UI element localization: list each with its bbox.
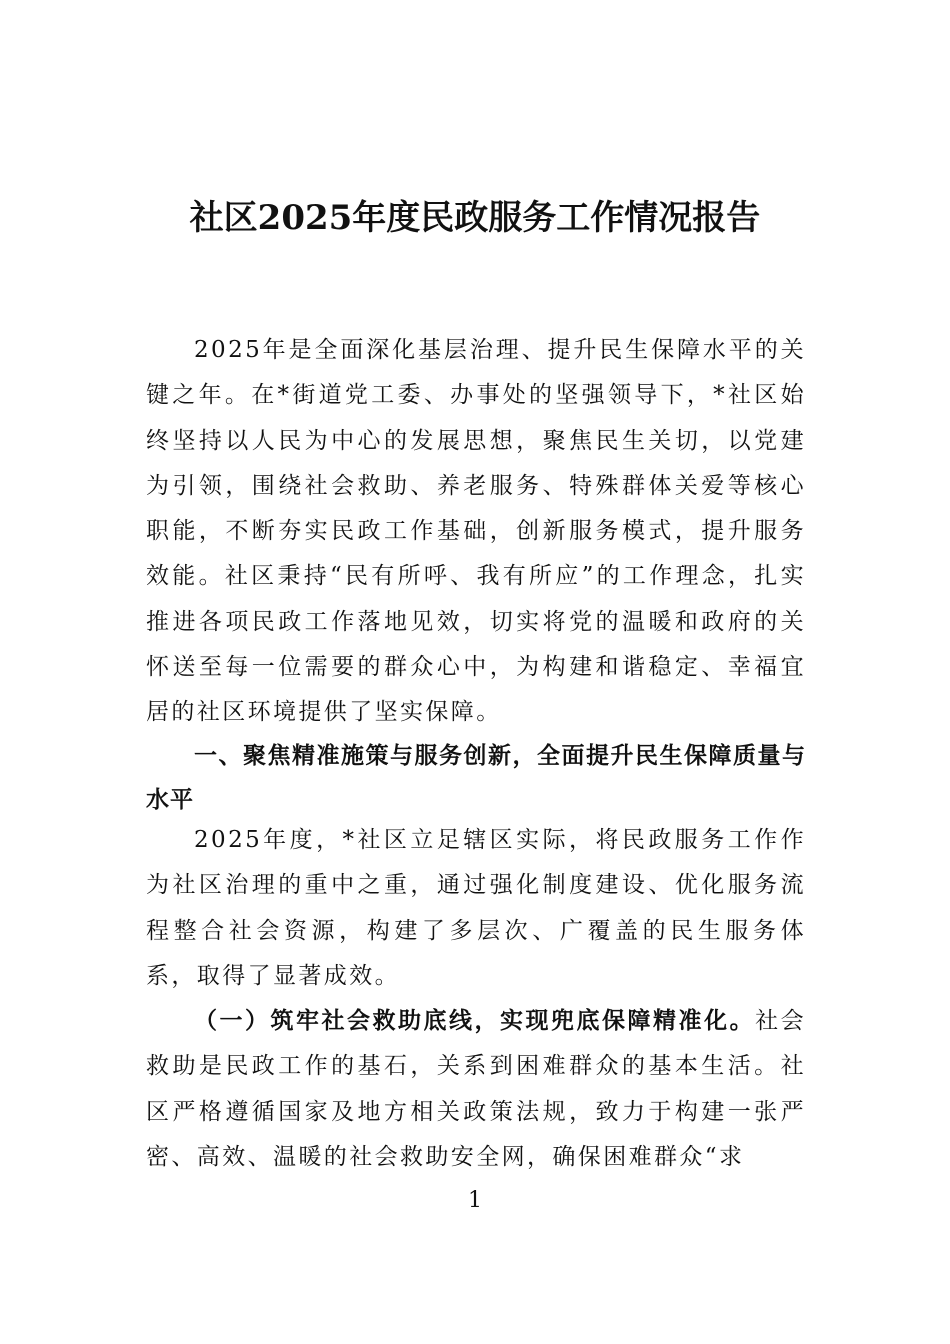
page-number: 1: [468, 1188, 482, 1213]
intro-paragraph: 2025年是全面深化基层治理、提升民生保障水平的关键之年。在*街道党工委、办事处的坚强领导下，*社区始终坚持以人民为中心的发展思想，聚焦民生关切，以党建为引领，围绕社会救助、养老服务、特殊群体关爱等核心职能，不断夯实民政工作基础，创新服务模式，提升服务效能。社区秉持“民有所呼、我有所应”的工作理念，扎实推进各项民政工作落地见效，切实将党的温暖和政府的关怀送至每一位需要的群众心中，为构建和谐稳定、幸福宜居的社区环境提供了坚实保障。: [146, 337, 806, 726]
subsection-1-text: 社会救助是民政工作的基石，关系到困难群众的基本生活。社区严格遵循国家及地方相关政策法规，致力于构建一张严密、高效、温暖的社会救助安全网，确保困难群众“求: [146, 1008, 806, 1170]
section-1-paragraph: 2025年度，*社区立足辖区实际，将民政服务工作作为社区治理的重中之重，通过强化制度建设、优化服务流程整合社会资源，构建了多层次、广覆盖的民生服务体系，取得了显著成效。: [146, 827, 806, 989]
subsection-heading-1: （一）筑牢社会救助底线，实现兜底保障精准化。: [194, 1007, 756, 1034]
document-title: 社区2025年度民政服务工作情况报告: [189, 198, 761, 238]
subsection-1-paragraph: [146, 998, 806, 1180]
section-heading-1: 一、聚焦精准施策与服务创新，全面提升民生保障质量与水平: [146, 743, 806, 813]
